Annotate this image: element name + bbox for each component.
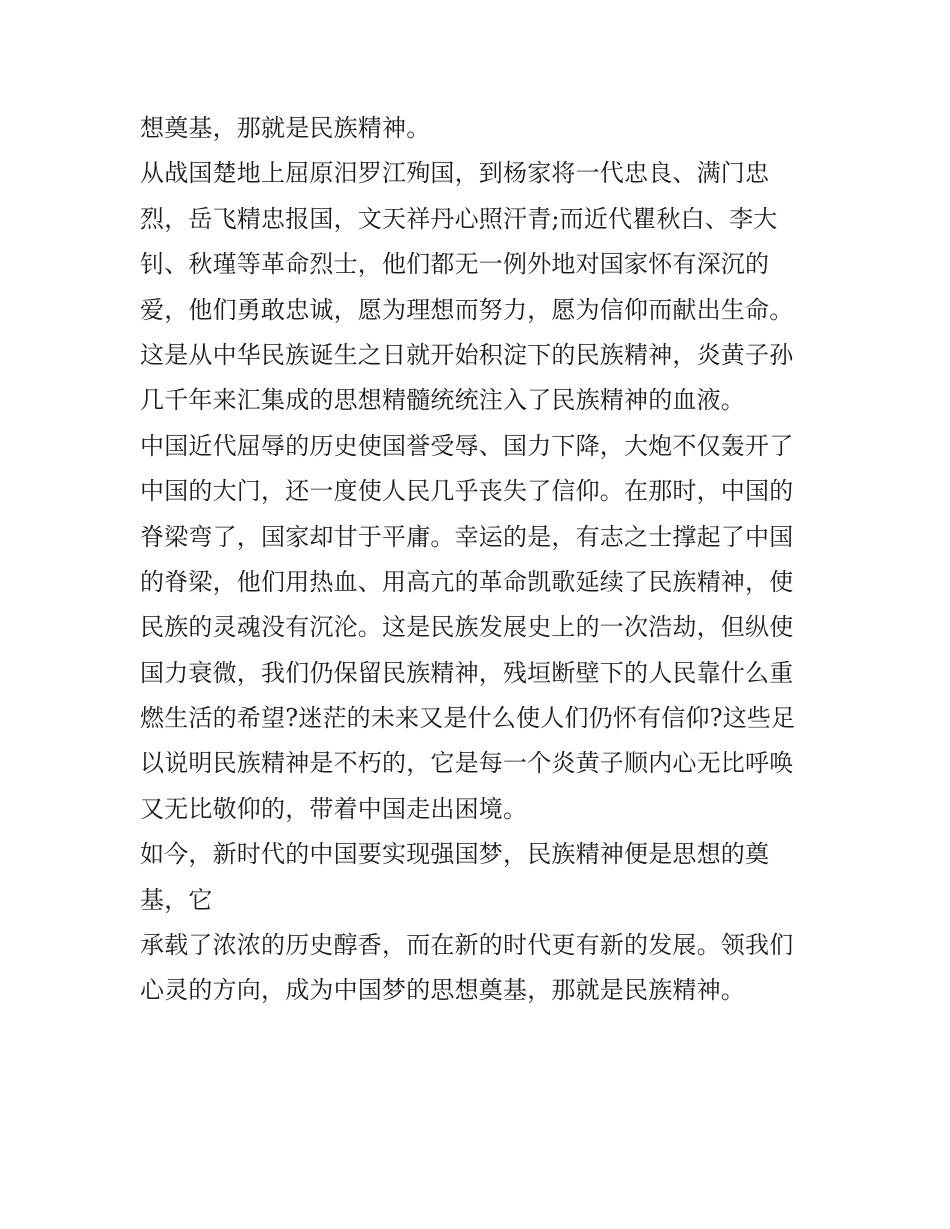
text-line: 从战国楚地上屈原汨罗江殉国，到杨家将一代忠良、满门忠	[140, 159, 770, 188]
text-line: 民族的灵魂没有沉沦。这是民族发展史上的一次浩劫，但纵使	[140, 613, 794, 642]
text-line: 想奠基，那就是民族精神。	[140, 114, 431, 142]
text-line: 如今，新时代的中国要实现强国梦，民族精神便是思想的奠	[140, 840, 770, 869]
text-line: 爱，他们勇敢忠诚，愿为理想而努力，愿为信仰而献出生命。	[140, 295, 794, 324]
text-line: 的脊梁，他们用热血、用高亢的革命凯歌延续了民族精神，使	[140, 567, 794, 596]
text-line: 心灵的方向，成为中国梦的思想奠基，那就是民族精神。	[140, 976, 745, 1005]
text-line: 国力衰微，我们仍保留民族精神，残垣断壁下的人民靠什么重	[140, 658, 794, 687]
text-line: 几千年来汇集成的思想精髓统统注入了民族精神的血液。	[140, 386, 745, 415]
text-line: 又无比敬仰的，带着中国走出困境。	[140, 794, 528, 823]
text-line: 以说明民族精神是不朽的，它是每一个炎黄子顺内心无比呼唤	[140, 749, 794, 778]
text-line: 中国近代屈辱的历史使国誉受辱、国力下降，大炮不仅轰开了	[140, 431, 794, 460]
text-line: 脊梁弯了，国家却甘于平庸。幸运的是，有志之士撑起了中国	[140, 522, 794, 551]
text-line: 烈，岳飞精忠报国，文天祥丹心照汗青;而近代瞿秋白、李大	[140, 204, 778, 233]
text-line: 承载了浓浓的历史醇香，而在新的时代更有新的发展。领我们	[140, 931, 794, 960]
text-line: 中国的大门，还一度使人民几乎丧失了信仰。在那时，中国的	[140, 477, 794, 506]
text-line: 钊、秋瑾等革命烈士，他们都无一例外地对国家怀有深沉的	[140, 250, 770, 279]
text-line: 这是从中华民族诞生之日就开始积淀下的民族精神，炎黄子孙	[140, 340, 794, 369]
text-line: 基，它	[140, 885, 213, 914]
body-text	[140, 106, 840, 1014]
text-line: 燃生活的希望?迷茫的未来又是什么使人们仍怀有信仰?这些足	[140, 704, 796, 733]
